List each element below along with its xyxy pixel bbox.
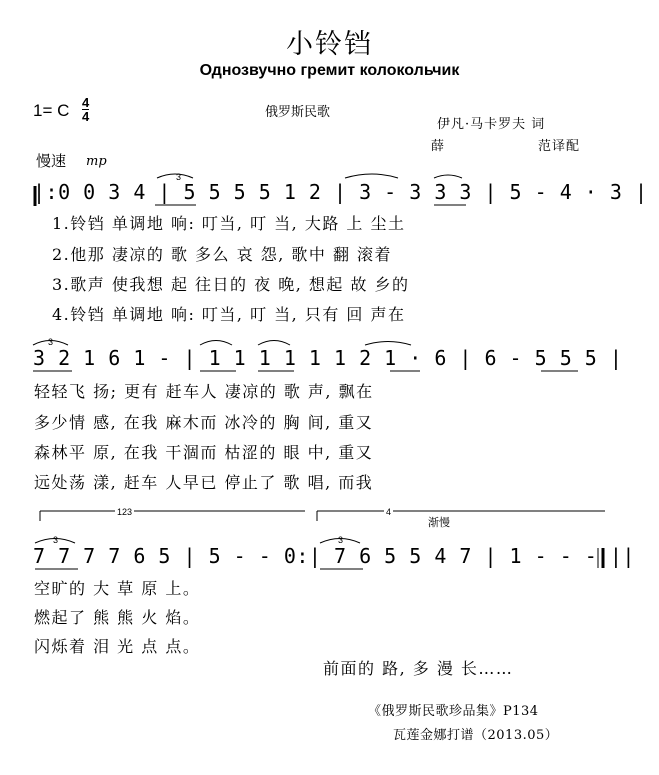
song-subtitle: Однозвучно гремит колокольчик: [199, 62, 460, 79]
triplet-mark-row3a: 3: [53, 535, 59, 545]
lyric-final-line: 前面的 路, 多 漫 长……: [323, 659, 514, 678]
meter-bottom: 4: [82, 109, 90, 124]
song-title: 小铃铛: [286, 29, 373, 60]
typeset-credit: 瓦莲金娜打谱（2013.05）: [393, 728, 559, 743]
genre-label: 俄罗斯民歌: [265, 105, 331, 120]
lyric-row2-verse1: 轻轻飞 扬; 更有 赶车人 凄凉的 歌 声, 飘在: [34, 382, 374, 401]
source-credit: 《俄罗斯民歌珍品集》P134: [368, 704, 539, 719]
volta-1-label: 123: [117, 507, 133, 517]
lyric-row3-verse1: 空旷的 大 草 原 上。: [34, 579, 201, 598]
notation-row-1: |:0 0 3 4 | 5 5 5 5 1 2 | 3 - 3 3 3 | 5 - 4 · 3 |: [33, 180, 648, 204]
lyric-row3-verse3: 闪烁着 泪 光 点 点。: [34, 637, 201, 656]
arranger-credit-1: 薛: [431, 139, 446, 154]
volta-2-label: 4: [386, 507, 392, 517]
ritardando-mark: 渐慢: [428, 516, 450, 529]
meter-top: 4: [82, 95, 90, 110]
triplet-mark-row1: 3: [176, 172, 182, 182]
notation-row-2: 3 2 1 6 1 - | 1 1 1 1 1 1 2 1 · 6 | 6 - 5 5 5 |: [33, 346, 623, 370]
key-signature: 1= C: [33, 101, 70, 120]
lyric-row2-verse3: 森林平 原, 在我 干涸而 枯涩的 眼 中, 重又: [34, 443, 374, 462]
lyric-row1-verse4: 4.铃铛 单调地 响: 叮当, 叮 当, 只有 回 声在: [52, 305, 406, 324]
triplet-mark-row2: 3: [48, 337, 54, 347]
arranger-credit-2: 范译配: [538, 139, 581, 154]
dynamic-marking: mp: [86, 154, 107, 169]
lyric-row1-verse2: 2.他那 凄凉的 歌 多么 哀 怨, 歌中 翻 滚着: [52, 245, 393, 264]
lyric-row2-verse4: 远处荡 漾, 赶车 人早已 停止了 歌 唱, 而我: [34, 473, 374, 492]
lyric-row3-verse2: 燃起了 熊 熊 火 焰。: [34, 608, 201, 627]
triplet-mark-row3b: 3: [338, 535, 344, 545]
lyricist-credit: 伊凡·马卡罗夫 词: [437, 117, 546, 132]
tempo-marking: 慢速: [36, 152, 67, 170]
lyric-row1-verse3: 3.歌声 使我想 起 往日的 夜 晚, 想起 故 乡的: [52, 275, 410, 294]
lyric-row2-verse2: 多少情 感, 在我 麻木而 冰冷的 胸 间, 重又: [34, 413, 374, 432]
lyric-row1-verse1: 1.铃铛 单调地 响: 叮当, 叮 当, 大路 上 尘土: [52, 214, 406, 233]
notation-row-3: 7 7 7 7 6 5 | 5 - - 0:| 7 6 5 5 4 7 | 1 - - - ||: [33, 544, 635, 568]
